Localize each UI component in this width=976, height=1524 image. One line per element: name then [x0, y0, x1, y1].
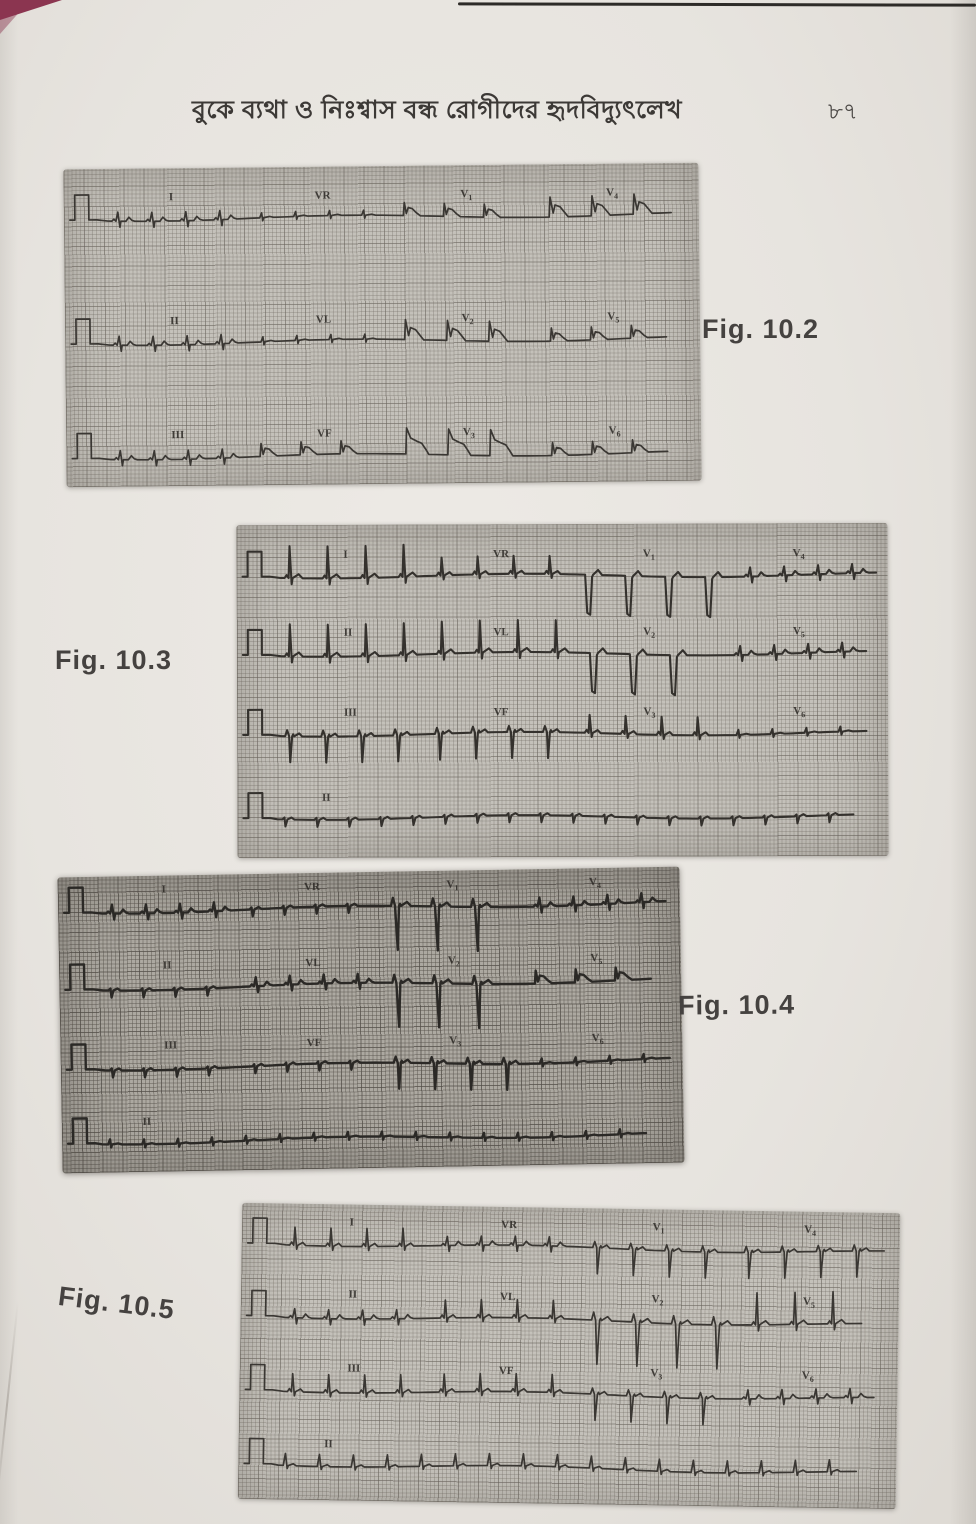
lead-label: $V_1$ [460, 187, 473, 202]
lead-label: II [321, 791, 331, 804]
ecg-paper [238, 1203, 901, 1509]
top-rule-line [458, 2, 976, 6]
lead-label: $V_6$ [793, 704, 806, 719]
lead-label: $V_4$ [804, 1223, 817, 1238]
lead-label: $V_1$ [446, 878, 459, 893]
lead-label: $V_3$ [650, 1367, 663, 1382]
lead-label: VF [493, 705, 509, 719]
ecg-trace-svg [57, 867, 684, 1174]
lead-label: VR [501, 1218, 518, 1232]
lead-label: I [168, 191, 174, 204]
book-cover-corner [0, 0, 62, 20]
page-title: বুকে ব্যথা ও নিঃশ্বাস বন্ধ রোগীদের হৃদবিদ্যুৎলেখ [191, 96, 683, 124]
lead-label: VL [315, 313, 332, 326]
lead-label: VR [314, 189, 331, 202]
ecg-figure-10-4 [57, 867, 684, 1174]
lead-label: II [162, 959, 172, 973]
lead-label: VL [499, 1291, 516, 1304]
lead-label: VL [305, 957, 321, 970]
lead-label: $V_4$ [792, 546, 805, 561]
lead-label: II [324, 1438, 333, 1451]
lead-label: $V_3$ [449, 1034, 462, 1049]
lead-label: $V_4$ [588, 875, 602, 890]
lead-label: I [343, 548, 348, 561]
lead-label: VR [493, 547, 510, 560]
lead-label: $V_4$ [606, 186, 619, 201]
lead-label: $V_3$ [643, 705, 656, 720]
lead-label: $V_5$ [802, 1296, 815, 1311]
lead-label: II [343, 626, 353, 639]
ecg-paper [63, 163, 701, 488]
lead-label: II [348, 1288, 358, 1302]
lead-label: $V_5$ [607, 310, 620, 325]
lead-label: VF [317, 427, 332, 441]
page-edge-shadow-right [950, 0, 976, 1524]
lead-label: III [171, 429, 185, 442]
lead-label: $V_2$ [447, 954, 460, 969]
ecg-trace-svg [236, 523, 888, 858]
figure-caption-10-3: Fig. 10.3 [55, 645, 173, 675]
ecg-paper [57, 867, 684, 1174]
lead-label: $V_5$ [792, 625, 805, 640]
lead-label: $V_2$ [651, 1293, 664, 1308]
lead-label: $V_1$ [642, 547, 655, 562]
figure-caption-10-2: Fig. 10.2 [702, 314, 820, 344]
lead-label: VF [306, 1037, 322, 1050]
page-number: ৮৭ [828, 98, 858, 124]
lead-label: $V_5$ [590, 952, 603, 967]
ecg-paper [236, 523, 888, 858]
lead-label: $V_6$ [801, 1370, 814, 1385]
lead-label: $V_3$ [462, 426, 475, 441]
lead-label: $V_6$ [591, 1032, 604, 1047]
lead-label: VR [303, 880, 320, 893]
lead-label: I [161, 883, 166, 896]
ecg-figure-10-3 [236, 523, 888, 858]
lead-label: III [343, 706, 357, 719]
lead-label: I [349, 1216, 355, 1229]
lead-label: VL [493, 626, 509, 639]
lead-label: $V_2$ [461, 311, 474, 326]
figure-caption-10-4: Fig. 10.4 [677, 989, 796, 1021]
figure-caption-10-5: Fig. 10.5 [56, 1280, 177, 1326]
lead-label: $V_6$ [608, 424, 621, 439]
lead-label: II [142, 1116, 152, 1129]
ecg-trace-svg [238, 1203, 901, 1509]
lead-label: $V_1$ [652, 1221, 665, 1236]
lead-label: II [170, 315, 179, 328]
lead-label: $V_2$ [643, 625, 656, 640]
ecg-figure-10-2 [63, 163, 701, 488]
ecg-figure-10-5 [238, 1203, 901, 1509]
ecg-trace-svg [63, 163, 701, 488]
lead-label: VF [498, 1365, 514, 1378]
lead-label: III [164, 1039, 178, 1053]
page-edge-shadow-left [0, 0, 18, 1524]
lead-label: III [347, 1362, 361, 1376]
